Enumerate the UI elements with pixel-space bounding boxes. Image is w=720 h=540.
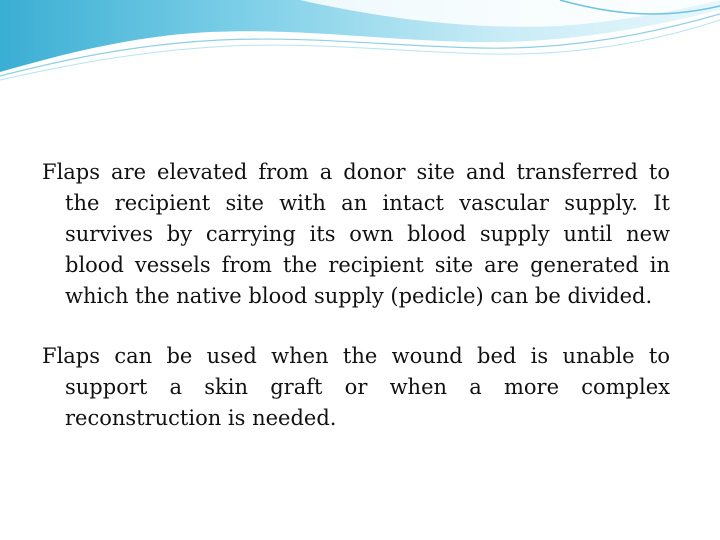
wave-header-decoration xyxy=(0,0,720,90)
paragraph-flaps-usage: Flaps can be used when the wound bed is unable to support a skin graft or when a more complex reconstruction is needed. xyxy=(42,344,670,430)
paragraph-flaps-definition: Flaps are elevated from a donor site and transferred to the recipient site with an intact vascular supply. It survives by carrying its own blood supply until new blood vessels from the recipient site are generated in which the native blood supply (pedicle) can be divided. xyxy=(42,160,670,308)
slide-body xyxy=(42,157,670,434)
